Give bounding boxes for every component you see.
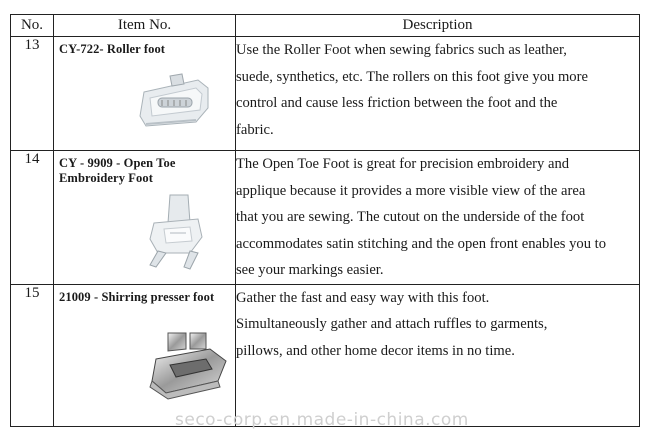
description-cell xyxy=(236,37,640,151)
description-line: see your markings easier. xyxy=(236,262,384,278)
open-toe-foot-image xyxy=(140,193,210,273)
row-number: 14 xyxy=(11,151,54,285)
description-cell xyxy=(236,284,640,426)
description-line: accommodates satin stitching and the open front enables you to xyxy=(236,235,607,252)
product-table xyxy=(10,14,640,427)
description-line: fabric. xyxy=(236,121,274,138)
description-line: The Open Toe Foot is great for precision embroidery and xyxy=(236,156,570,172)
description-line: control and cause less friction between the foot and the xyxy=(236,95,558,111)
description-line: suede, synthetics, etc. The rollers on this foot give you more xyxy=(236,68,588,85)
item-cell xyxy=(54,151,236,285)
description-line: Simultaneously gather and attach ruffles to garments, xyxy=(236,316,548,332)
item-name: CY-722- Roller foot xyxy=(59,42,166,56)
description-line: pillows, and other home decor items in no time. xyxy=(236,342,515,359)
header-item-no: Item No. xyxy=(54,15,236,37)
description-line: Gather the fast and easy way with this foot. xyxy=(236,289,490,306)
shirring-foot-image xyxy=(146,329,232,401)
row-number: 15 xyxy=(11,284,54,426)
item-cell xyxy=(54,37,236,151)
header-description: Description xyxy=(236,15,640,37)
roller-foot-image xyxy=(136,70,214,132)
table-header-row xyxy=(11,15,640,37)
table-row xyxy=(11,284,640,426)
description-line: applique because it provides a more visible view of the area xyxy=(236,182,586,199)
description-cell xyxy=(236,151,640,285)
header-no: No. xyxy=(11,15,54,37)
watermark: seco-corp.en.made-in-china.com xyxy=(175,410,469,430)
table-row xyxy=(11,37,640,151)
item-cell xyxy=(54,284,236,426)
description-line: Use the Roller Foot when sewing fabrics such as leather, xyxy=(236,42,567,58)
description-line: that you are sewing. The cutout on the underside of the foot xyxy=(236,209,585,225)
table-row xyxy=(11,151,640,285)
row-number: 13 xyxy=(11,37,54,151)
item-name: 21009 - Shirring presser foot xyxy=(59,289,215,304)
item-name: CY - 9909 - Open Toe Embroidery Foot xyxy=(59,156,176,185)
